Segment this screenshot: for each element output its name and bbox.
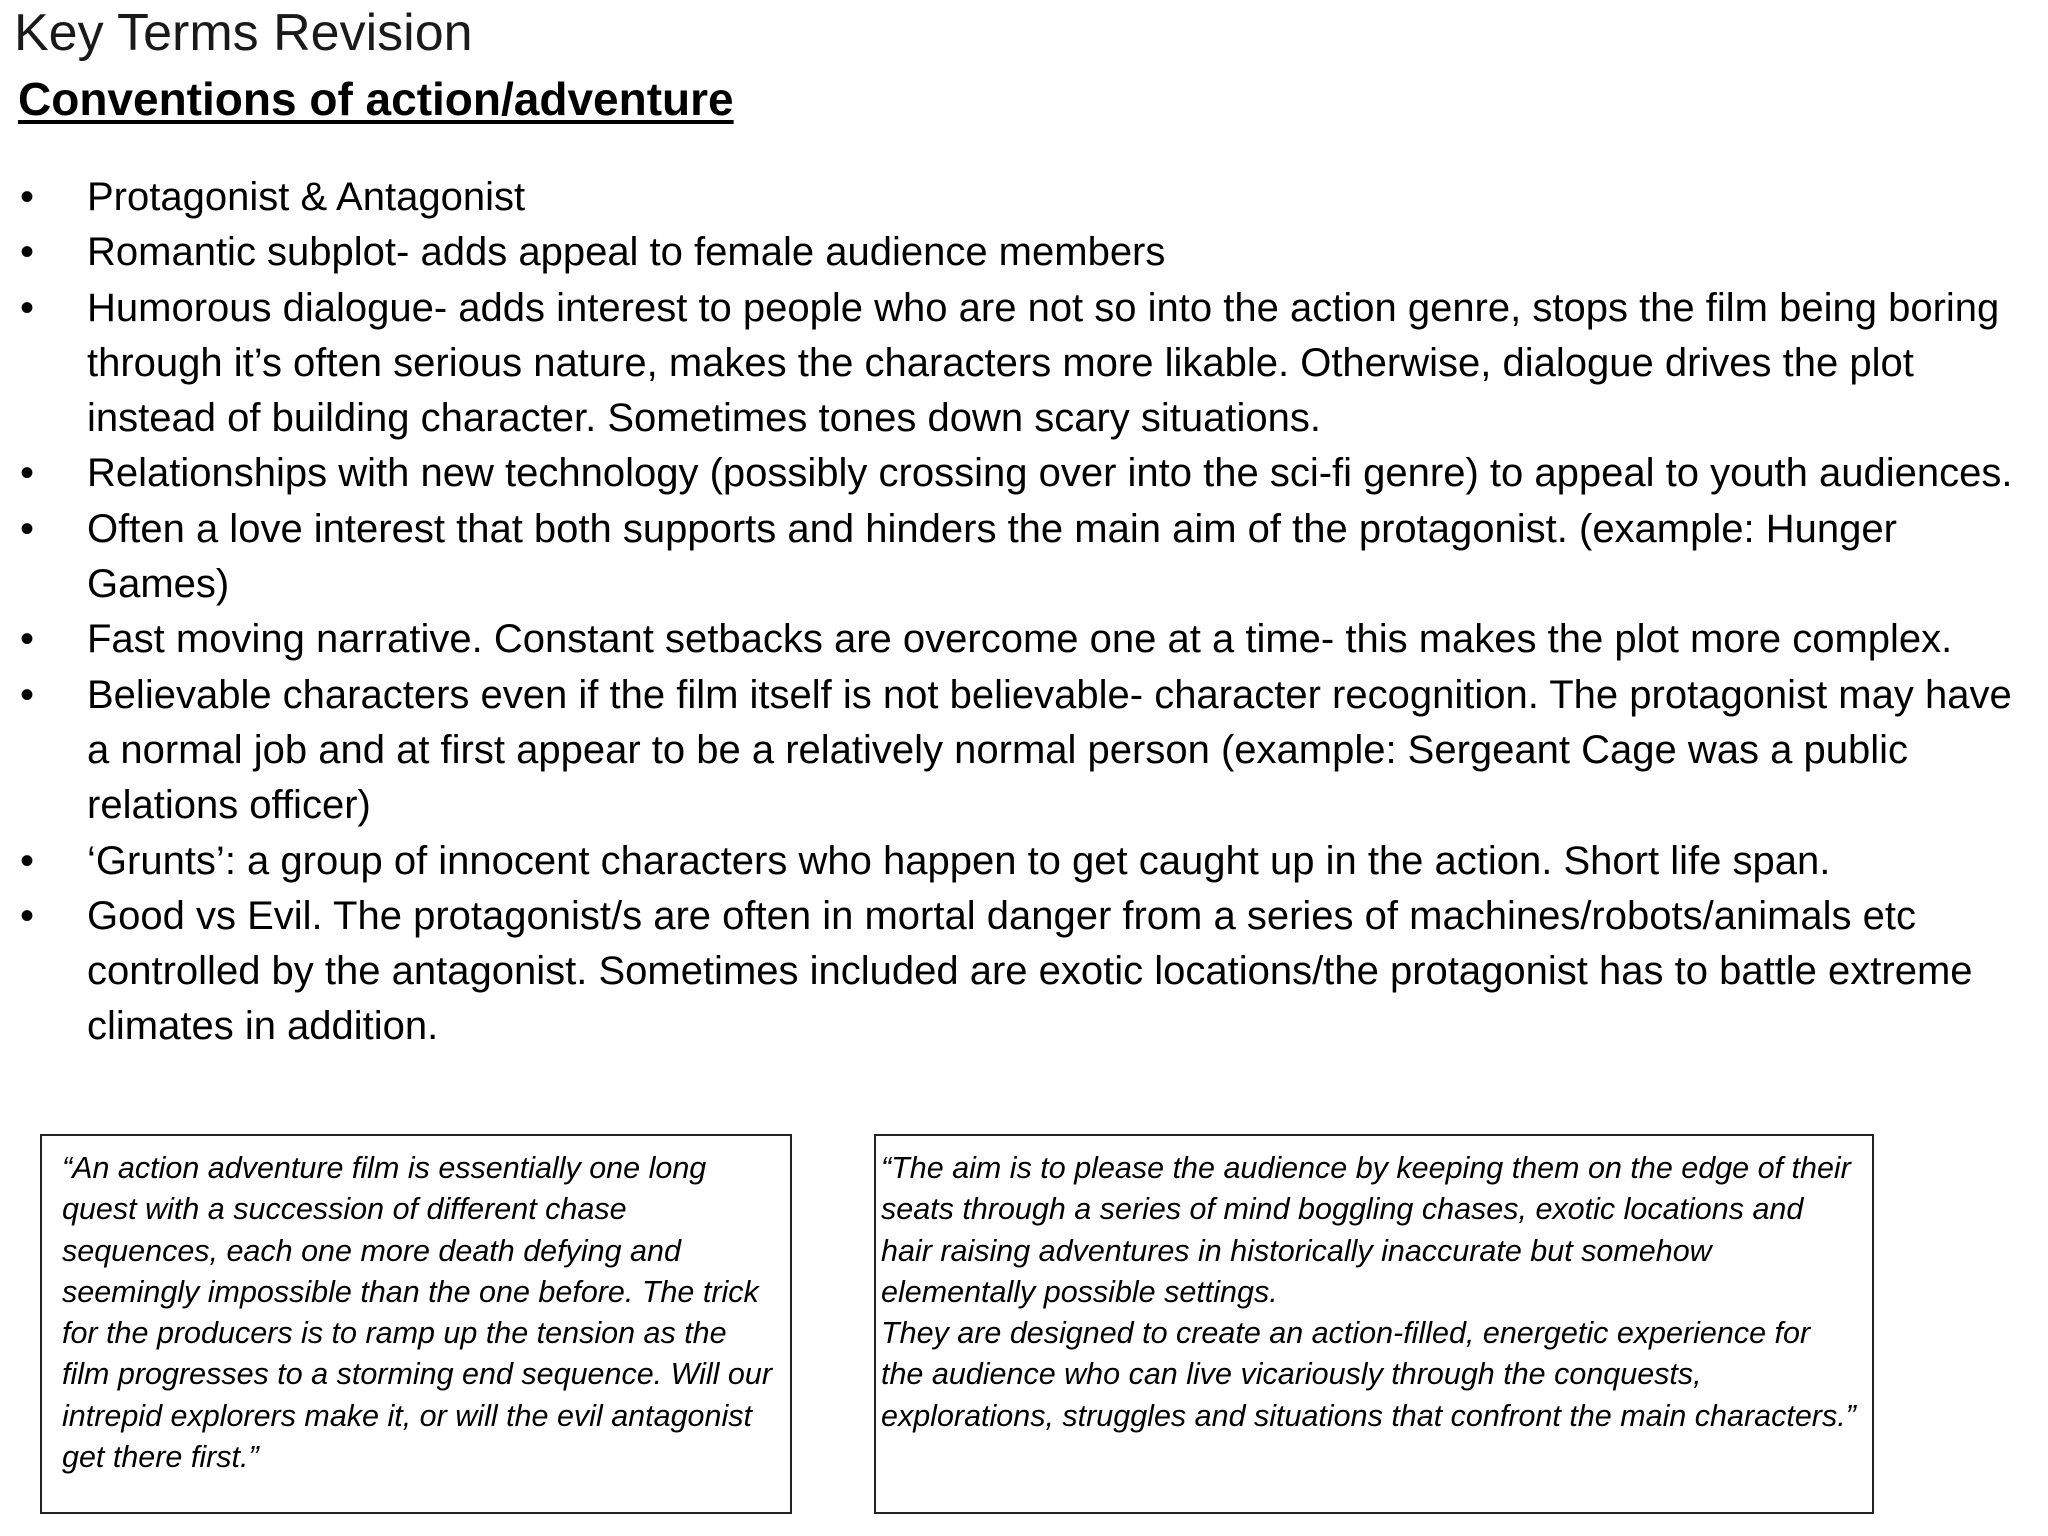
list-item-text: Humorous dialogue- adds interest to people who are not so into the action genre, stops the film being boring through it’s often serious nature, makes the characters more likable. Otherwise, dialogue drives the plot instead of building character. Sometimes tones down scary situations.	[87, 285, 2000, 441]
bullet-icon: •	[20, 506, 35, 551]
list-item-text: Fast moving narrative. Constant setbacks are overcome one at a time- this makes the plot more complex.	[87, 617, 1953, 662]
list-item	[0, 889, 2048, 1055]
quote-text-paragraph-1: “The aim is to please the audience by keeping them on the edge of their seats through a series of mind boggling chases, exotic locations and hair raising adventures in historically inaccurate but somehow elementally possible settings.	[881, 1151, 1851, 1309]
list-item-text: Relationships with new technology (possibly crossing over into the sci-fi genre) to appeal to youth audiences.	[87, 451, 2013, 496]
list-item-text: Good vs Evil. The protagonist/s are often in mortal danger from a series of machines/robots/animals etc controlled by the antagonist. Sometimes included are exotic locations/the protagonist has to battle extreme climates in addition.	[87, 893, 1973, 1049]
list-item-text: Romantic subplot- adds appeal to female audience members	[87, 230, 1166, 275]
list-item-text: Protagonist & Antagonist	[87, 175, 526, 219]
bullet-icon: •	[20, 285, 35, 330]
list-item	[0, 281, 2048, 447]
bullet-icon: •	[20, 893, 35, 938]
conventions-list	[0, 170, 2048, 1055]
list-item	[0, 225, 2048, 280]
list-item	[0, 668, 2048, 834]
bullet-icon: •	[20, 451, 35, 496]
bullet-icon: •	[20, 230, 35, 275]
slide-header: Key Terms Revision	[14, 4, 473, 62]
list-item-text: ‘Grunts’: a group of innocent characters who happen to get caught up in the action. Short life span.	[87, 838, 1831, 883]
list-item	[0, 502, 2048, 613]
bullet-icon: •	[20, 672, 35, 717]
quote-box-right	[874, 1134, 1874, 1514]
section-title: Conventions of action/adventure	[18, 73, 734, 125]
list-item	[0, 446, 2048, 501]
quote-box-left	[40, 1134, 792, 1514]
list-item-text: Often a love interest that both supports and hinders the main aim of the protagonist. (example: Hunger Games)	[87, 506, 1897, 607]
list-item-text: Believable characters even if the film itself is not believable- character recognition. The protagonist may have a normal job and at first appear to be a relatively normal person (example: Sergeant Cage was a public relations officer)	[87, 672, 2012, 828]
bullet-icon: •	[20, 617, 35, 662]
list-item	[0, 834, 2048, 889]
bullet-icon: •	[20, 175, 35, 219]
bullet-icon: •	[20, 838, 35, 883]
list-item	[0, 612, 2048, 667]
quote-text-paragraph-2: They are designed to create an action-filled, energetic experience for the audience who can live vicariously through the conquests, explorations, struggles and situations that confront the main characters.”	[881, 1316, 1856, 1433]
list-item	[0, 170, 2048, 225]
quote-text: “An action adventure film is essentially one long quest with a succession of different chase sequences, each one more death defying and seemingly impossible than the one before. The trick for the producers is to ramp up the tension as the film progresses to a storming end sequence. Will our intrepid explorers make it, or will the evil antagonist get there first.”	[62, 1151, 773, 1475]
